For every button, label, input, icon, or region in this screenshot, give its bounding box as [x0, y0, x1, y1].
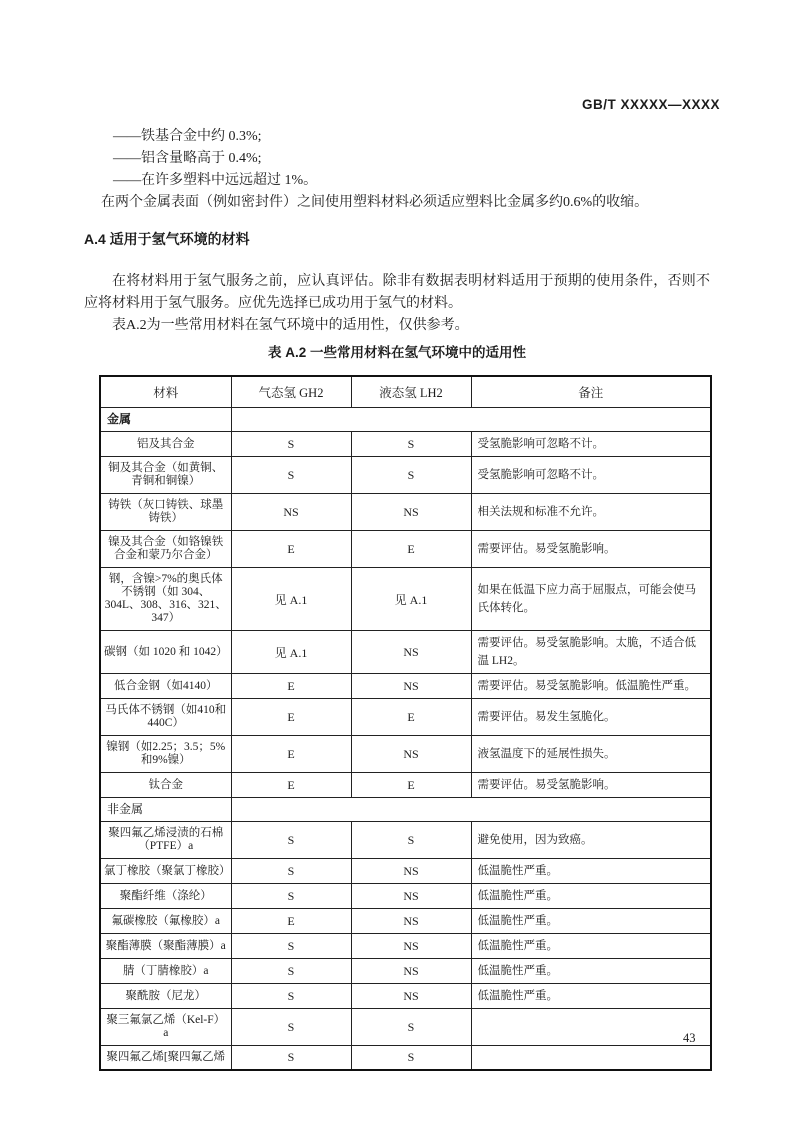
dash-item: ——铝含量略高于 0.4%; — [113, 151, 262, 166]
table-row — [100, 1009, 711, 1046]
lh2-cell: NS — [351, 859, 471, 884]
table-row — [100, 1046, 711, 1071]
material-cell: 镍钢（如2.25；3.5；5%和9%镍） — [100, 736, 231, 773]
material-cell: 马氏体不锈钢（如410和440C） — [100, 699, 231, 736]
table-row — [100, 432, 711, 457]
remark-cell: 需要评估。易受氢脆影响。 — [471, 531, 711, 568]
material-cell: 非金属 — [100, 798, 231, 822]
material-cell: 低合金钢（如4140） — [100, 674, 231, 699]
lh2-cell: E — [351, 773, 471, 798]
gh2-cell: E — [231, 699, 351, 736]
lh2-cell: S — [351, 822, 471, 859]
table-row — [100, 984, 711, 1009]
remark-cell: 如果在低温下应力高于屈服点，可能会使马氏体转化。 — [471, 568, 711, 631]
remark-cell: 低温脆性严重。 — [471, 934, 711, 959]
table-body — [100, 408, 711, 1071]
remark-cell: 需要评估。易受氢脆影响。低温脆性严重。 — [471, 674, 711, 699]
gh2-cell: S — [231, 859, 351, 884]
material-cell: 铜及其合金（如黄铜、青铜和铜镍） — [100, 457, 231, 494]
remark-cell: 低温脆性严重。 — [471, 909, 711, 934]
lh2-cell: NS — [351, 934, 471, 959]
table-row — [100, 631, 711, 674]
table-row — [100, 859, 711, 884]
material-cell: 碳钢（如 1020 和 1042） — [100, 631, 231, 674]
section-body — [84, 271, 710, 337]
table-row — [100, 457, 711, 494]
gh2-cell: S — [231, 432, 351, 457]
remark-cell: 低温脆性严重。 — [471, 984, 711, 1009]
material-cell: 聚酯薄膜（聚酯薄膜）a — [100, 934, 231, 959]
page-number: 43 — [683, 1031, 696, 1045]
remark-cell: 避免使用，因为致癌。 — [471, 822, 711, 859]
material-cell: 镍及其合金（如铬镍铁合金和蒙乃尔合金） — [100, 531, 231, 568]
table-row — [100, 822, 711, 859]
material-cell: 腈（丁腈橡胶）a — [100, 959, 231, 984]
column-header-remark: 备注 — [471, 376, 711, 408]
gh2-cell: S — [231, 884, 351, 909]
gh2-cell: E — [231, 674, 351, 699]
lh2-cell: S — [351, 1009, 471, 1046]
intro-closing: 在两个金属表面（例如密封件）之间使用塑料材料必须适应塑料比金属多约0.6%的收缩。 — [101, 195, 649, 210]
remark-cell: 低温脆性严重。 — [471, 859, 711, 884]
material-cell: 钢，含镍>7%的奥氏体不锈钢（如 304、304L、308、316、321、347） — [100, 568, 231, 631]
table-header-row — [100, 376, 711, 408]
table-row — [100, 699, 711, 736]
table-row — [100, 531, 711, 568]
table-row — [100, 909, 711, 934]
gh2-cell: S — [231, 1009, 351, 1046]
paragraph: 在将材料用于氢气服务之前，应认真评估。除非有数据表明材料适用于预期的使用条件，否则不应将材料用于氢气服务。应优先选择已成功用于氢气的材料。 — [84, 274, 710, 311]
remark-cell: 相关法规和标准不允许。 — [471, 494, 711, 531]
section-row — [100, 798, 711, 822]
table-row — [100, 934, 711, 959]
lh2-cell: E — [351, 531, 471, 568]
lh2-cell: NS — [351, 631, 471, 674]
remark-cell: 低温脆性严重。 — [471, 959, 711, 984]
gh2-cell: E — [231, 773, 351, 798]
remark-cell: 受氢脆影响可忽略不计。 — [471, 432, 711, 457]
remark-cell: 低温脆性严重。 — [471, 884, 711, 909]
dash-item: ——铁基合金中约 0.3%; — [113, 129, 262, 144]
gh2-cell: S — [231, 984, 351, 1009]
material-cell: 铸铁（灰口铸铁、球墨铸铁） — [100, 494, 231, 531]
materials-table — [99, 375, 712, 1071]
material-cell: 金属 — [100, 408, 231, 432]
table-row — [100, 568, 711, 631]
material-cell: 聚酯纤维（涤纶） — [100, 884, 231, 909]
column-header-material: 材料 — [100, 376, 231, 408]
gh2-cell: S — [231, 457, 351, 494]
table-row — [100, 674, 711, 699]
gh2-cell: S — [231, 1046, 351, 1071]
gh2-cell: 见 A.1 — [231, 631, 351, 674]
merged-empty-cell — [231, 798, 711, 822]
gh2-cell: E — [231, 909, 351, 934]
table-row — [100, 494, 711, 531]
gh2-cell: E — [231, 531, 351, 568]
paragraph: 表A.2为一些常用材料在氢气环境中的适用性，仅供参考。 — [112, 318, 469, 333]
lh2-cell: NS — [351, 674, 471, 699]
column-header-lh2: 液态氢 LH2 — [351, 376, 471, 408]
remark-cell: 需要评估。易受氢脆影响。 — [471, 773, 711, 798]
lh2-cell: NS — [351, 884, 471, 909]
material-cell: 铝及其合金 — [100, 432, 231, 457]
table-row — [100, 736, 711, 773]
gh2-cell: 见 A.1 — [231, 568, 351, 631]
section-row — [100, 408, 711, 432]
intro-block — [84, 126, 710, 214]
lh2-cell: 见 A.1 — [351, 568, 471, 631]
doc-number: GB/T XXXXX—XXXX — [581, 97, 720, 112]
material-cell: 氯丁橡胶（聚氯丁橡胶） — [100, 859, 231, 884]
remark-cell: 需要评估。易受氢脆影响。太脆，不适合低温 LH2。 — [471, 631, 711, 674]
lh2-cell: E — [351, 699, 471, 736]
gh2-cell: NS — [231, 494, 351, 531]
remark-cell: 液氢温度下的延展性损失。 — [471, 736, 711, 773]
section-heading: A.4 适用于氢气环境的材料 — [84, 231, 250, 247]
gh2-cell: E — [231, 736, 351, 773]
lh2-cell: NS — [351, 736, 471, 773]
material-cell: 氟碳橡胶（氟橡胶）a — [100, 909, 231, 934]
column-header-gh2: 气态氢 GH2 — [231, 376, 351, 408]
remark-cell: 需要评估。易发生氢脆化。 — [471, 699, 711, 736]
lh2-cell: S — [351, 432, 471, 457]
lh2-cell: NS — [351, 494, 471, 531]
remark-cell — [471, 1009, 711, 1046]
gh2-cell: S — [231, 959, 351, 984]
gh2-cell: S — [231, 822, 351, 859]
lh2-cell: S — [351, 1046, 471, 1071]
remark-cell: 受氢脆影响可忽略不计。 — [471, 457, 711, 494]
table-row — [100, 959, 711, 984]
gh2-cell: S — [231, 934, 351, 959]
lh2-cell: NS — [351, 909, 471, 934]
lh2-cell: S — [351, 457, 471, 494]
material-cell: 聚酰胺（尼龙） — [100, 984, 231, 1009]
merged-empty-cell — [231, 408, 711, 432]
material-cell: 聚四氟乙烯浸渍的石棉（PTFE）a — [100, 822, 231, 859]
table-row — [100, 773, 711, 798]
lh2-cell: NS — [351, 984, 471, 1009]
table-row — [100, 884, 711, 909]
table-caption: 表 A.2 一些常用材料在氢气环境中的适用性 — [267, 345, 526, 360]
dash-item: ——在许多塑料中远远超过 1%。 — [113, 173, 318, 188]
material-cell: 聚三氟氯乙烯（Kel-F）a — [100, 1009, 231, 1046]
material-cell: 钛合金 — [100, 773, 231, 798]
lh2-cell: NS — [351, 959, 471, 984]
remark-cell — [471, 1046, 711, 1071]
material-cell: 聚四氟乙烯[聚四氟乙烯 — [100, 1046, 231, 1071]
